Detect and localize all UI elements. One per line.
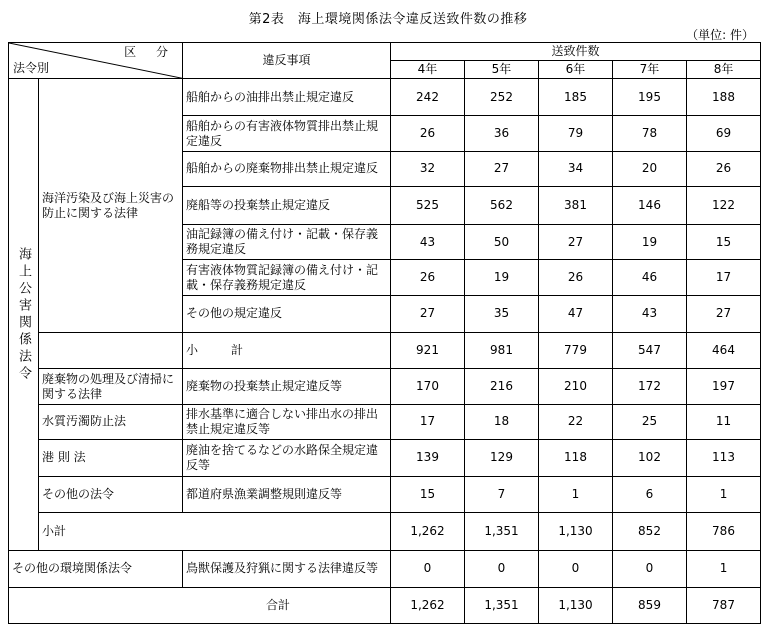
group-subtotal-value: 1,351 <box>465 513 539 551</box>
law-name: その他の法令 <box>39 476 183 512</box>
value-cell: 129 <box>465 439 539 476</box>
violation-item: 船舶からの有害液体物質排出禁止規定違反 <box>183 116 391 151</box>
value-cell: 185 <box>539 79 613 116</box>
value-cell: 197 <box>687 369 761 405</box>
value-cell: 7 <box>465 476 539 512</box>
subtotal-label: 小 計 <box>183 332 391 368</box>
value-cell: 17 <box>687 260 761 295</box>
law-name: 海洋汚染及び海上災害の防止に関する法律 <box>39 79 183 333</box>
value-cell: 562 <box>465 186 539 224</box>
violation-item: 油記録簿の備え付け・記載・保存義務規定違反 <box>183 225 391 260</box>
value-cell: 139 <box>391 439 465 476</box>
header-category-cell <box>9 43 183 79</box>
value-cell: 26 <box>539 260 613 295</box>
value-cell: 170 <box>391 369 465 405</box>
group-label-marine-pollution: 海上公害関係法令 <box>9 79 39 551</box>
header-law-label: 法令別 <box>13 61 50 76</box>
grand-total-value: 787 <box>687 587 761 623</box>
unit-label: （単位: 件） <box>686 28 754 42</box>
header-category-label: 区 分 <box>124 45 176 59</box>
value-cell: 46 <box>613 260 687 295</box>
value-cell: 35 <box>465 295 539 332</box>
violation-item: 都道府県漁業調整規則違反等 <box>183 476 391 512</box>
violation-item: 廃船等の投棄禁止規定違反 <box>183 186 391 224</box>
value-cell: 47 <box>539 295 613 332</box>
group-subtotal-value: 1,262 <box>391 513 465 551</box>
value-cell: 18 <box>465 405 539 439</box>
header-year: 4年 <box>391 61 465 79</box>
value-cell: 118 <box>539 439 613 476</box>
violation-item: 船舶からの廃棄物排出禁止規定違反 <box>183 151 391 186</box>
value-cell: 43 <box>613 295 687 332</box>
header-count: 送致件数 <box>391 43 761 61</box>
value-cell: 22 <box>539 405 613 439</box>
value-cell: 172 <box>613 369 687 405</box>
value-cell: 26 <box>687 151 761 186</box>
value-cell: 0 <box>391 551 465 587</box>
value-cell: 525 <box>391 186 465 224</box>
value-cell: 36 <box>465 116 539 151</box>
subtotal-value: 921 <box>391 332 465 368</box>
subtotal-value: 547 <box>613 332 687 368</box>
violation-item: 排水基準に適合しない排出水の排出禁止規定違反等 <box>183 405 391 439</box>
law-name: 港 則 法 <box>39 439 183 476</box>
grand-total-value: 1,262 <box>391 587 465 623</box>
group-subtotal-label: 小計 <box>39 513 391 551</box>
grand-total-value: 1,130 <box>539 587 613 623</box>
value-cell: 15 <box>391 476 465 512</box>
subtotal-value: 981 <box>465 332 539 368</box>
value-cell: 17 <box>391 405 465 439</box>
value-cell: 1 <box>687 476 761 512</box>
header-violation: 違反事項 <box>183 43 391 79</box>
value-cell: 242 <box>391 79 465 116</box>
violation-table <box>8 42 761 624</box>
header-year: 5年 <box>465 61 539 79</box>
header-year: 6年 <box>539 61 613 79</box>
value-cell: 252 <box>465 79 539 116</box>
violation-item: 廃油を捨てるなどの水路保全規定違反等 <box>183 439 391 476</box>
value-cell: 188 <box>687 79 761 116</box>
value-cell: 27 <box>687 295 761 332</box>
value-cell: 0 <box>465 551 539 587</box>
law-name-other-environment: その他の環境関係法令 <box>9 551 183 587</box>
value-cell: 102 <box>613 439 687 476</box>
value-cell: 43 <box>391 225 465 260</box>
value-cell: 210 <box>539 369 613 405</box>
value-cell: 6 <box>613 476 687 512</box>
header-year: 7年 <box>613 61 687 79</box>
value-cell: 15 <box>687 225 761 260</box>
value-cell: 78 <box>613 116 687 151</box>
header-year: 8年 <box>687 61 761 79</box>
value-cell: 216 <box>465 369 539 405</box>
value-cell: 19 <box>465 260 539 295</box>
value-cell: 1 <box>687 551 761 587</box>
value-cell: 26 <box>391 116 465 151</box>
violation-item: 船舶からの油排出禁止規定違反 <box>183 79 391 116</box>
subtotal-marine-spacer <box>39 332 183 368</box>
value-cell: 27 <box>539 225 613 260</box>
violation-item: その他の規定違反 <box>183 295 391 332</box>
value-cell: 27 <box>391 295 465 332</box>
violation-item: 廃棄物の投棄禁止規定違反等 <box>183 369 391 405</box>
grand-total-value: 1,351 <box>465 587 539 623</box>
value-cell: 79 <box>539 116 613 151</box>
grand-total-label: 合計 <box>9 587 391 623</box>
value-cell: 26 <box>391 260 465 295</box>
table-title: 第2表 海上環境関係法令違反送致件数の推移 <box>248 12 528 27</box>
group-subtotal-value: 1,130 <box>539 513 613 551</box>
value-cell: 69 <box>687 116 761 151</box>
value-cell: 11 <box>687 405 761 439</box>
value-cell: 32 <box>391 151 465 186</box>
subtotal-value: 464 <box>687 332 761 368</box>
grand-total-value: 859 <box>613 587 687 623</box>
violation-item: 鳥獣保護及狩猟に関する法律違反等 <box>183 551 391 587</box>
value-cell: 122 <box>687 186 761 224</box>
value-cell: 20 <box>613 151 687 186</box>
value-cell: 1 <box>539 476 613 512</box>
value-cell: 25 <box>613 405 687 439</box>
value-cell: 50 <box>465 225 539 260</box>
value-cell: 113 <box>687 439 761 476</box>
group-subtotal-value: 852 <box>613 513 687 551</box>
group-subtotal-value: 786 <box>687 513 761 551</box>
value-cell: 195 <box>613 79 687 116</box>
value-cell: 34 <box>539 151 613 186</box>
violation-item: 有害液体物質記録簿の備え付け・記載・保存義務規定違反 <box>183 260 391 295</box>
law-name: 廃棄物の処理及び清掃に関する法律 <box>39 369 183 405</box>
law-name: 水質汚濁防止法 <box>39 405 183 439</box>
value-cell: 381 <box>539 186 613 224</box>
value-cell: 0 <box>613 551 687 587</box>
value-cell: 0 <box>539 551 613 587</box>
subtotal-value: 779 <box>539 332 613 368</box>
value-cell: 27 <box>465 151 539 186</box>
value-cell: 146 <box>613 186 687 224</box>
value-cell: 19 <box>613 225 687 260</box>
